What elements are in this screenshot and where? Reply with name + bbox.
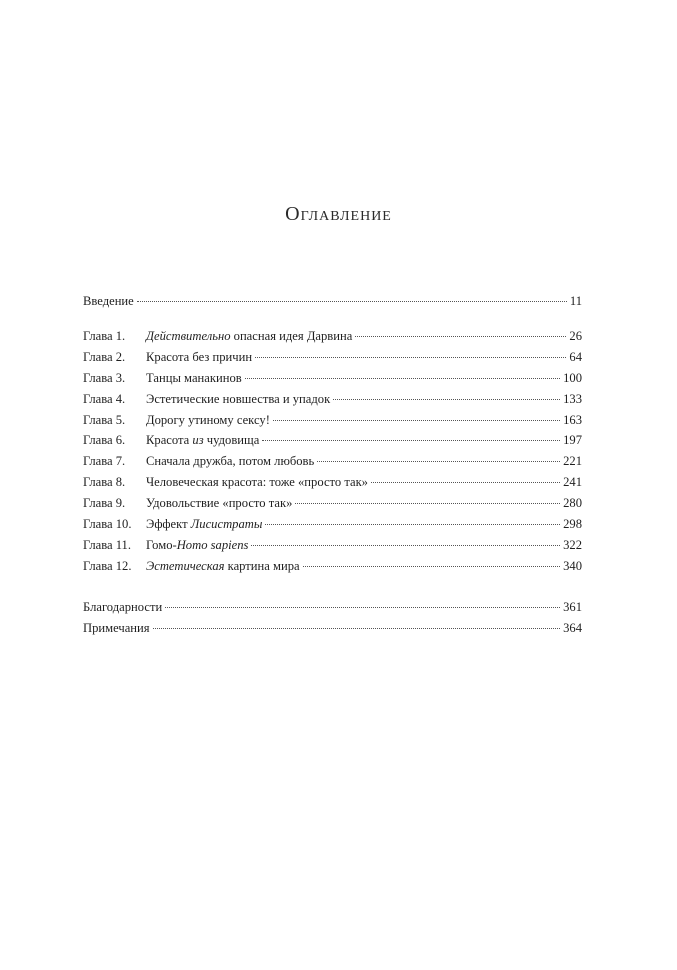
toc-page-number: 280: [563, 496, 582, 511]
toc-page-number: 197: [563, 433, 582, 448]
page-title: Оглавление: [285, 203, 392, 225]
toc-page-number: 298: [563, 517, 582, 532]
toc-entry-title: [146, 347, 252, 368]
toc-entry-title: [146, 556, 300, 577]
dot-leader: [255, 357, 566, 358]
toc-page-number: 221: [563, 454, 582, 469]
title-part: Дорогу утиному сексу!: [146, 412, 270, 427]
dot-leader: [355, 336, 566, 337]
title-italic-part: из: [192, 433, 204, 448]
toc-page-number: 11: [569, 294, 582, 308]
toc-page-number: 364: [563, 620, 582, 635]
chapter-label: Глава 1.: [83, 329, 126, 343]
dot-leader: [317, 461, 560, 462]
title-italic-part: Действительно: [146, 329, 231, 343]
toc-entry-backmatter-2[interactable]: [83, 618, 582, 639]
title-italic-part: Homo sapiens: [176, 537, 249, 552]
title-part: Гомо-: [146, 537, 177, 552]
dot-leader: [153, 628, 561, 629]
toc-entry-chapter-6[interactable]: [83, 430, 582, 451]
chapter-label: Глава 8.: [83, 475, 126, 490]
toc-entry-intro[interactable]: [83, 291, 582, 312]
chapter-label: Глава 10.: [83, 517, 132, 532]
toc-entry-title: [146, 535, 248, 556]
toc-page-number: 241: [563, 475, 582, 490]
title-part: Красота без причин: [146, 349, 253, 364]
chapter-label: Глава 2.: [83, 349, 126, 364]
dot-leader: [245, 378, 560, 379]
toc-page-number: 322: [563, 537, 582, 552]
toc-entry-title: Примечания: [83, 620, 150, 635]
dot-leader: [137, 301, 567, 302]
title-part: картина мира: [224, 558, 300, 573]
title-part: Красота: [146, 433, 193, 448]
chapter-label: Глава 6.: [83, 433, 126, 448]
toc-entry-backmatter-1[interactable]: [83, 597, 582, 618]
dot-leader: [371, 482, 560, 483]
toc-entry-title: [146, 514, 262, 535]
title-part: Танцы манакинов: [146, 370, 242, 385]
toc-entry-chapter-11[interactable]: [83, 535, 582, 556]
toc-entry-chapter-3[interactable]: [83, 368, 582, 389]
toc-entry-chapter-9[interactable]: [83, 493, 582, 514]
toc-entry-chapter-12[interactable]: [83, 556, 582, 577]
dot-leader: [165, 607, 560, 608]
toc-entry-title: Благодарности: [83, 600, 163, 614]
dot-leader: [265, 524, 560, 525]
chapter-label: Глава 4.: [83, 391, 126, 406]
chapter-label: Глава 9.: [83, 496, 126, 511]
title-part: Удовольствие «просто так»: [146, 496, 293, 511]
toc-entry-chapter-2[interactable]: [83, 347, 582, 368]
toc-page-number: 163: [563, 412, 582, 427]
toc-page-number: 26: [569, 329, 582, 343]
chapter-label: Глава 3.: [83, 370, 126, 385]
toc-entry-title: [146, 389, 330, 410]
dot-leader: [303, 566, 560, 567]
chapter-label: Глава 11.: [83, 537, 132, 552]
dot-leader: [262, 440, 560, 441]
toc-backmatter-section: [83, 597, 582, 639]
toc-page-number: 133: [563, 391, 582, 406]
toc-intro-section: [83, 291, 582, 312]
toc-entry-title: [146, 493, 292, 514]
title-italic-part: Лисистраты: [190, 517, 263, 532]
chapter-label: Глава 5.: [83, 412, 126, 427]
toc-page-number: 100: [563, 370, 582, 385]
title-part: Сначала дружба, потом любовь: [146, 454, 315, 469]
dot-leader: [295, 503, 560, 504]
chapter-label: Глава 12.: [83, 558, 132, 573]
toc-entry-chapter-4[interactable]: [83, 389, 582, 410]
toc-entry-title: [146, 451, 314, 472]
toc-entry-title: Введение: [83, 294, 134, 308]
toc-chapters-section: [83, 326, 582, 577]
toc-page-number: 64: [569, 349, 582, 364]
title-italic-part: Эстетическая: [146, 558, 225, 573]
toc-entry-chapter-8[interactable]: [83, 472, 582, 493]
dot-leader: [251, 545, 560, 546]
toc-entry-title: [146, 326, 352, 347]
title-part: Человеческая красота: тоже «просто так»: [146, 475, 368, 490]
dot-leader: [333, 399, 560, 400]
toc-entry-title: [146, 472, 368, 493]
toc-page-number: 340: [563, 558, 582, 573]
toc-entry-chapter-10[interactable]: [83, 514, 582, 535]
dot-leader: [273, 420, 560, 421]
toc-entry-chapter-5[interactable]: [83, 410, 582, 431]
toc-entry-title: [146, 410, 270, 431]
title-part: опасная идея Дарвина: [230, 329, 353, 343]
toc-entry-chapter-1[interactable]: [83, 326, 582, 347]
chapter-label: Глава 7.: [83, 454, 126, 469]
title-part: чудовища: [203, 433, 260, 448]
title-part: Эстетические новшества и упадок: [146, 391, 331, 406]
title-part: Эффект: [146, 517, 191, 532]
toc-entry-title: [146, 430, 259, 451]
toc-page-number: 361: [563, 600, 582, 614]
toc-entry-chapter-7[interactable]: [83, 451, 582, 472]
toc-entry-title: [146, 368, 242, 389]
